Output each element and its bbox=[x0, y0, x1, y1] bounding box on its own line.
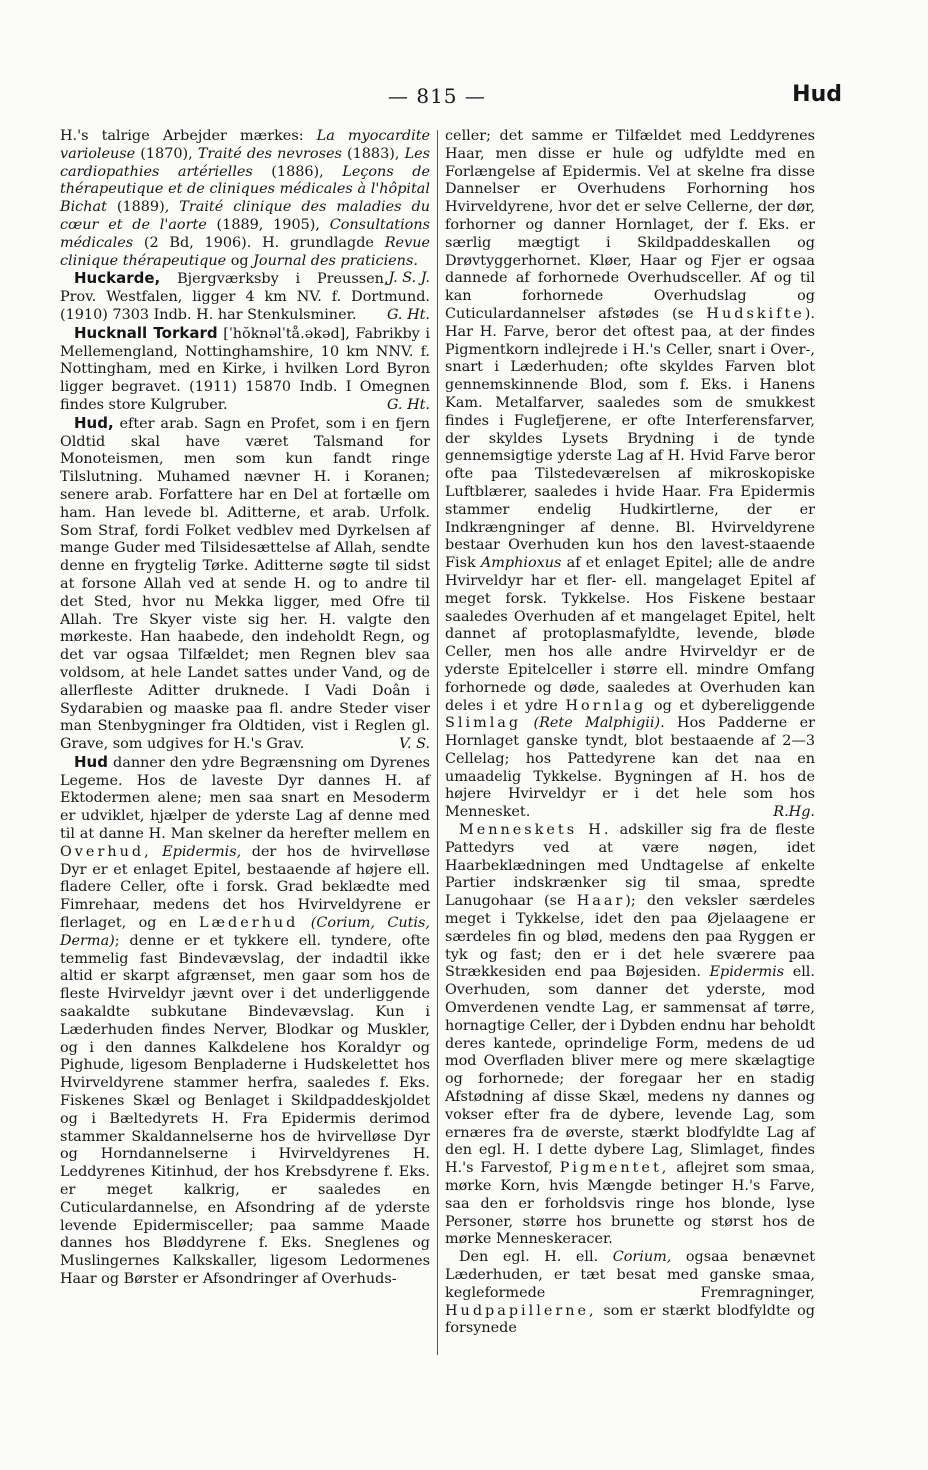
paragraph-corium: Den egl. H. ell. Corium, ogsaa benævnet Læderhuden, er tæt besat med ganske smaa, kegleformede Fremragninger, Hudpapillerne, som er stærkt blodfyldte og forsynede bbox=[445, 1249, 815, 1337]
left-column bbox=[60, 128, 430, 1289]
right-column bbox=[445, 128, 815, 1338]
author-signature: J. S. J. bbox=[388, 270, 430, 287]
entry-huchard-continuation: H.'s talrige Arbejder mærkes: La myocardite varioleuse (1870), Traité des nevroses (1883), Les cardiopathies artérielles (1886), Leçons de thérapeutique et de cliniques médicales à l'hôpital Bichat (1889), Traité clinique des maladies du cœur et de l'aorte (1889, 1905), Consultations médicales (2 Bd, 1906). H. grundlagde Revue clinique thérapeutique og Journal des praticiens. J. S. J. bbox=[60, 128, 431, 287]
entry-hud-skin-continuation: celler; det samme er Tilfældet med Leddyrenes Haar, men disse er hule og udfyldte med en Forlængelse af Epidermis. Vel at skelne fra disse Dannelser er Overhudens Forhorning hos Hvirveldyrene, hvor det er selve Cellerne, der dør, forhorner og danner Hornlaget, der f. Eks. er særlig mægtigt i Skildpaddeskallen og Drøvtyggerhornet. Kløer, Haar og Fjer er ogsaa dannede af forhornede Overhudsceller. Af og til kan forhornede Overhudslag og Cuticulardannelser afstødes (se Hudskifte). Har H. Farve, beror det oftest paa, at der findes Pigmentkorn indlejrede i H.'s Celler, snart i Over-, snart i Læderhuden; ofte skyldes Farven blot gennemskinnende Blod, som f. Eks. i Hanens Kam. Metalfarver, saaledes som de smukkest findes i Fuglefjerene, er ofte Interferensfarver, der skyldes Lysets Brydning i de tynde gennemsigtige yderste Lag af H. Hvid Farve beror ofte paa Tilstedeværelsen af mikroskopiske Luftblærer, saaledes i hvide Haar. Fra Epidermis stammer endelig Hudkirtlerne, der er Indkrængninger af denne. Bl. Hvirveldyrene bestaar Overhuden kun hos den lavest-staaende Fisk Amphioxus af et enlaget Epitel; alle de andre Hvirveldyr har et fler- ell. mangelaget Epitel af meget forsk. Tykkelse. Hos Fiskene bestaar saaledes Overhuden af et mangelaget Epitel, helt dannet af protoplasmafyldte, levende, bløde Celler, men hos alle andre Hvirveldyr er de yderste Epitelceller i større ell. mindre Omfang forhornede og døde, saaledes at Overhuden kan deles i et ydre Hornlag og et dybereliggende Slimlag (Rete Malphigii). Hos Padderne er Hornlaget ganske tyndt, blot bestaaende af 2—3 Cellelag; hos Pattedyrene kan det naa en umaadelig Tykkelse. Bygningen af H. hos de højere Hvirveldyr er i det hele som hos Mennesket. R.Hg. bbox=[445, 128, 815, 821]
column-divider bbox=[437, 130, 438, 1355]
entry-huckarde: Huckarde, Bjergværksby i Preussen, Prov. Westfalen, ligger 4 km NV. f. Dortmund. (1910) 7303 Indb. H. har Stenkulsminer. G. Ht. bbox=[60, 269, 430, 323]
page-header bbox=[60, 82, 870, 116]
author-signature: R.Hg. bbox=[773, 804, 815, 821]
running-head-word: Hud bbox=[792, 82, 842, 107]
paragraph-human-skin: Menneskets H. adskiller sig fra de fleste Pattedyrs ved at være nøgen, idet Haarbeklædningen med Undtagelse af enkelte Partier indskrænker sig til smaa, spredte Lanugohaar (se Haar); den veksler særdeles meget i Tykkelse, idet den paa Øjelaagene er særdeles fin og blød, medens den paa Ryggen er tyk og fast; den er i det hele sværere paa Strækkesiden end paa Bøjesiden. Epidermis ell. Overhuden, som danner det yderste, mod Omverdenen vendte Lag, er sammensat af tørre, hornagtige Celler, der i Dybden endnu har beholdt deres kantede, oprindelige Form, medens de ud mod Overfladen bliver mere og mere skælagtige og forhornede; der foregaar her en stadig Afstødning af disse Skæl, medens ny dannes og vokser efter fra de dybere, levende Lag, som ernæres fra de øverste, stærkt blodfyldte Lag af den egl. H. I dette dybere Lag, Slimlaget, findes H.'s Farvestof, Pigmentet, aflejret som smaa, mørke Korn, hvis Mængde betinger H.'s Farve, saa den er forholdsvis ringe hos blonde, lyse Personer, større hos brunette og størst hos de mørke Menneskeracer. bbox=[445, 822, 816, 1248]
headword: Hud bbox=[74, 752, 108, 771]
entry-hud-prophet: Hud, efter arab. Sagn en Profet, som i en fjern Oldtid skal have været Talsmand for Monoteismen, men som kun fandt ringe Tilslutning. Muhamed nævner H. i Koranen; senere arab. Forfattere har en Del at fortælle om ham. Han levede bl. Aditterne, et arab. Urfolk. Som Straf, fordi Folket vedblev med Dyrkelsen af mange Guder med Tilsidesættelse af Allah, sendte denne en frygtelig Tørke. Aditterne søgte til sidst at forsone Allah ved at sende H. og to andre til det Sted, hvor nu Mekka ligger, med Ofre til Allah. Tre Skyer viste sig her. H. valgte den mørkeste. Han haabede, den indeholdt Regn, og det var ogsaa Tilfældet; men Regnen blev saa voldsom, at hele Landet sattes under Vand, og de allerfleste Aditter druknede. I Vadi Doân i Sydarabien og maaske paa fl. andre Steder viser man Stenbygninger fra Oldtiden, vist i Reglen gl. Grave, som udgives for H.'s Grav. V. S. bbox=[60, 413, 430, 753]
headword: Hucknall Torkard bbox=[74, 323, 218, 342]
headword: Hud, bbox=[74, 413, 114, 432]
author-signature: V. S. bbox=[399, 736, 430, 753]
entry-hucknall-torkard: Hucknall Torkard [ˈhŏknəlˈtå.əkəd], Fabrikby i Mellemengland, Nottinghamshire, 10 km NNV. f. Nottingham, med en Kirke, i hvilken Lord Byron ligger begravet. (1911) 15870 Indb. I Omegnen findes store Kulgruber. G. Ht. bbox=[60, 323, 430, 413]
author-signature: G. Ht. bbox=[386, 396, 430, 413]
entry-hud-skin: Hud danner den ydre Begrænsning om Dyrenes Legeme. Hos de laveste Dyr dannes H. af Ektodermen alene; men saa snart en Mesoderm er udviklet, hjælper de yderste Lag af denne med til at danne H. Man skelner da herefter mellem en Overhud, Epidermis, der hos de hvirvelløse Dyr er et enlaget Epitel, bestaaende af højere ell. fladere Celler, ofte i forsk. Grad beklædte med Fimrehaar, medens det hos Hvirveldyrene er flerlaget, og en Læderhud (Corium, Cutis, Derma); denne er et tykkere ell. tyndere, ofte temmelig fast Bindevævslag, der indadtil ikke altid er skarpt afgrænset, men gaar som hos de fleste Hvirveldyr jævnt over i det underliggende saakaldte subkutane Bindevævslag. Kun i Læderhuden findes Nerver, Blodkar og Muskler, og i den dannes Kalkdelene hos Koraldyr og Pighude, ligesom Benpladerne i Hudskelettet hos Hvirveldyrene stammer herfra, saaledes f. Eks. Fiskenes Skæl og Benlaget i Skildpaddeskjoldet og i Bæltedyrets H. Fra Epidermis derimod stammer Skaldannelserne hos de hvirvelløse Dyr og Horndannelserne i Hvirveldyrenes H. Leddyrenes Kitinhud, der hos Krebsdyrene f. Eks. er meget kalkrig, er saaledes en Cuticulardannelse, en Afsondring af de yderste levende Epidermisceller; paa samme Maade dannes hos Bløddyrene f. Eks. Sneglenes og Muslingernes Kalkskaller, ligesom Ledormenes Haar og Børster er Afsondringer af Overhuds- bbox=[60, 752, 430, 1287]
page-number: — 815 — bbox=[388, 84, 486, 108]
author-signature: G. Ht. bbox=[386, 306, 430, 323]
headword: Huckarde, bbox=[74, 269, 161, 288]
